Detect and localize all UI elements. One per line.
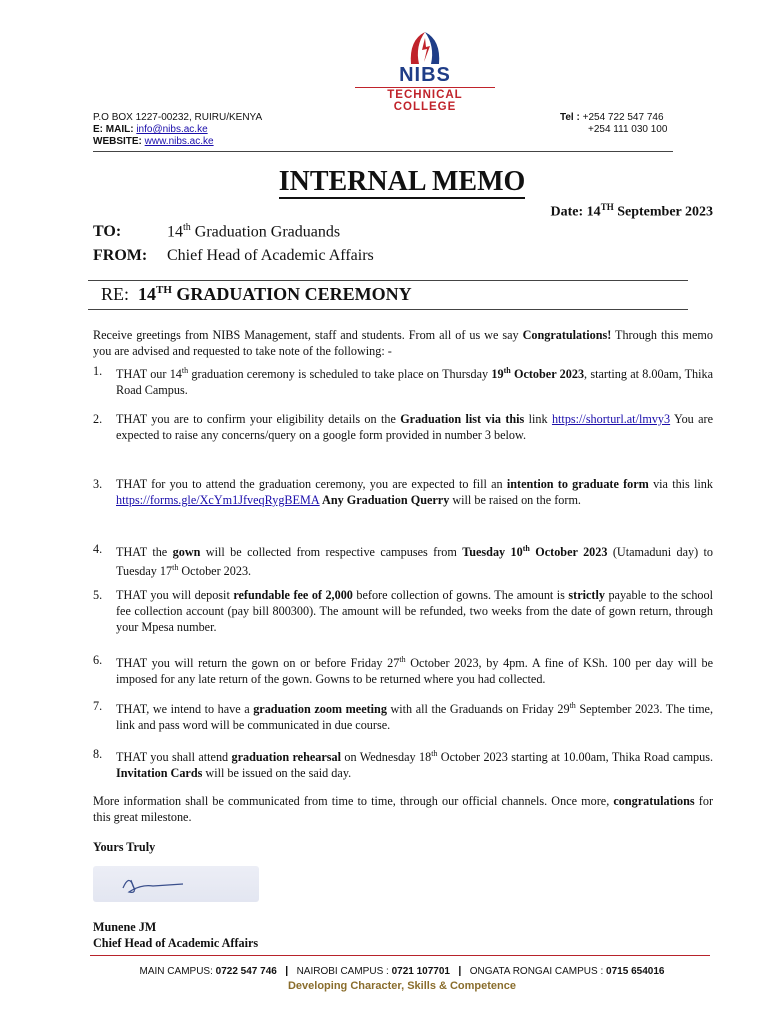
item-text: THAT our 14th graduation ceremony is scheduled to take place on Thursday 19th October 2023, starting at 8.00am, Thika Road Campus. xyxy=(116,366,714,398)
re-label: RE: xyxy=(101,284,130,304)
memo-date xyxy=(551,202,713,221)
tel-label: Tel : xyxy=(560,112,580,123)
website-label: WEBSITE: xyxy=(93,136,142,147)
intro-text-2: Through this memo you are advised and requested to take note of the following: - xyxy=(93,328,713,358)
to-post: Graduation Graduands xyxy=(190,223,341,241)
signer-name: Munene JM xyxy=(93,920,157,934)
logo-name: NIBS xyxy=(399,64,451,86)
re-post: GRADUATION CEREMONY xyxy=(171,284,412,304)
item-number: 1. xyxy=(93,364,103,378)
list-item xyxy=(93,476,713,508)
item-text: THAT you will return the gown on or before Friday 27th October 2023, by 4pm. A fine of KSh. 100 per day will be imposed for any late return of the gown. Gowns to be returned where you had collected. xyxy=(116,655,713,687)
from-line xyxy=(93,247,374,265)
item-text: THAT you will deposit refundable fee of 2,000 before collection of gowns. The amount is strictly payable to the school fee collection account (pay bill 800300). The amount will be refunded, two weeks from the date of gown return, through your Mpesa number. xyxy=(116,588,713,634)
list-item xyxy=(93,541,713,579)
ongata-campus-label: ONGATA RONGAI CAMPUS : xyxy=(469,966,607,977)
email-label: E: MAIL: xyxy=(93,124,134,135)
main-campus-phone: 0722 547 746 xyxy=(215,966,277,977)
postal-address: P.O BOX 1227-00232, RUIRU/KENYA xyxy=(93,112,263,123)
main-campus-label: MAIN CAMPUS: xyxy=(139,966,216,977)
list-item xyxy=(93,587,713,635)
to-label: TO: xyxy=(93,223,122,241)
nairobi-campus-phone: 0721 107701 xyxy=(391,966,450,977)
college-logo xyxy=(355,30,495,113)
contact-block xyxy=(93,112,262,148)
website-line xyxy=(93,136,262,148)
re-line xyxy=(101,284,412,305)
tel-1: +254 722 547 746 xyxy=(582,112,664,123)
date-label: Date: 14 xyxy=(550,204,601,220)
item-number: 2. xyxy=(93,412,103,426)
to-sup: th xyxy=(183,222,191,233)
campus-contacts xyxy=(0,963,768,980)
item-text: THAT you are to confirm your eligibility details on the Graduation list via this link https://shorturl.at/lmvy3 You are expected to raise any concerns/query on a google form provided in number 3 below. xyxy=(116,412,713,442)
website-link[interactable]: www.nibs.ac.ke xyxy=(144,136,214,147)
yours-truly: Yours Truly xyxy=(93,840,156,854)
item-number: 3. xyxy=(93,477,103,491)
from-value: Chief Head of Academic Affairs xyxy=(167,247,374,264)
intro-congrats: Congratulations! xyxy=(522,328,612,342)
header-divider xyxy=(93,151,673,152)
item-text: THAT for you to attend the graduation ceremony, you are expected to fill an intention to graduate form via this link https://forms.gle/XcYm1JfveqRygBEMA Any Graduation Querry will be raised on the form. xyxy=(116,477,713,507)
footer-divider xyxy=(90,955,710,956)
memo-title-wrap xyxy=(0,166,768,198)
signature-image xyxy=(93,866,259,902)
item-text: THAT, we intend to have a graduation zoom meeting with all the Graduands on Friday 29th September 2023. The time, link and pass word will be communicated in due course. xyxy=(116,701,713,733)
item-number: 4. xyxy=(93,542,103,556)
re-sup: TH xyxy=(156,284,172,296)
memo-title: INTERNAL MEMO xyxy=(278,166,526,197)
logo-subtitle: TECHNICAL COLLEGE xyxy=(355,87,495,113)
item-number: 5. xyxy=(93,588,103,602)
nibs-emblem-icon xyxy=(405,30,445,66)
list-item xyxy=(93,363,713,398)
signer-title: Chief Head of Academic Affairs xyxy=(93,936,259,950)
list-item xyxy=(93,746,713,781)
tel-2: +254 111 030 100 xyxy=(588,124,668,135)
separator: I xyxy=(457,963,462,980)
item-text: THAT you shall attend graduation rehearsal on Wednesday 18th October 2023 starting at 10.00am, Thika Road campus. Invitation Cards will be issued on the said day. xyxy=(116,749,714,781)
email-line xyxy=(93,124,262,136)
from-label: FROM: xyxy=(93,247,148,264)
graduation-list-link[interactable]: https://shorturl.at/lmvy3 xyxy=(551,412,671,426)
list-item xyxy=(93,411,713,443)
nairobi-campus-label: NAIROBI CAMPUS : xyxy=(296,966,392,977)
item-number: 7. xyxy=(93,699,103,713)
to-line xyxy=(93,222,340,241)
to-pre: 14 xyxy=(167,223,183,241)
intro-paragraph xyxy=(93,327,713,359)
list-item xyxy=(93,652,713,687)
date-rest: September 2023 xyxy=(613,204,713,220)
item-number: 6. xyxy=(93,653,103,667)
re-pre: 14 xyxy=(138,284,157,304)
signer-block xyxy=(93,919,258,951)
ongata-campus-phone: 0715 654016 xyxy=(606,966,665,977)
separator: I xyxy=(284,963,289,980)
item-number: 8. xyxy=(93,747,103,761)
closing-paragraph: More information shall be communicated from time to time, through our official channels. Once more, congratulations for this great milestone. xyxy=(93,794,714,824)
date-sup: TH xyxy=(600,202,614,212)
email-link[interactable]: info@nibs.ac.ke xyxy=(136,124,208,135)
item-text: THAT the gown will be collected from respective campuses from Tuesday 10th October 2023 (Utamaduni day) to Tuesday 17th October 2023. xyxy=(116,544,714,579)
intention-form-link[interactable]: https://forms.gle/XcYm1JfveqRygBEMA xyxy=(116,493,320,507)
phone-block xyxy=(560,112,667,136)
intro-text-1: Receive greetings from NIBS Management, staff and students. From all of us we say xyxy=(93,328,523,342)
college-tagline: Developing Character, Skills & Competence xyxy=(287,980,517,992)
list-item xyxy=(93,698,713,733)
phone-line-1 xyxy=(560,112,667,124)
